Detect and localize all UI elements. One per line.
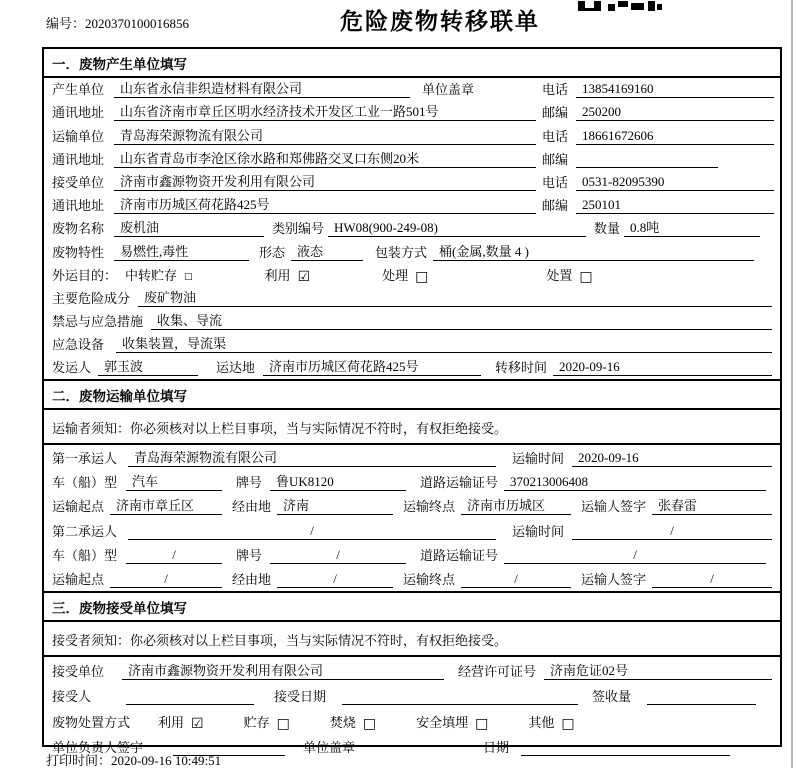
purpose-dispose-label: 处置 [546,267,573,283]
origin-value: 济南市章丘区 [110,495,222,515]
page-edge-line [791,0,793,768]
emergency-measures-label: 禁忌与应急措施 [52,314,144,330]
generator-zip-group [542,102,774,121]
waste-name-row [44,217,780,240]
receiver-phone-group [542,172,774,191]
transporter-phone-group [542,126,774,145]
purpose-utilize-label: 利用 [264,267,291,283]
acceptor-value [126,690,254,705]
license-label: 经营许可证号 [458,663,537,679]
endpoint-label: 运输终点 [403,499,456,515]
transporter-zip-value [576,153,718,168]
carrier-sign-value: 张春雷 [652,495,772,515]
date-value [521,741,730,756]
second-vehicle-row [44,543,780,567]
waste-traits-row [44,240,780,263]
acceptor-row [44,683,780,709]
generator-address-value: 山东省济南市章丘区明水经济技术开发区工业一路501号 [114,101,536,121]
license-value: 济南危证02号 [544,660,772,680]
transporter-address-value: 山东省青岛市李沧区徐水路和郑佛路交叉口东侧20米 [114,148,536,168]
receiver-unit-row [44,171,780,194]
endpoint-value: / [461,571,571,588]
address-label: 通讯地址 [52,105,105,121]
endpoint-value: 济南市历城区 [461,495,571,515]
first-vehicle-row [44,470,780,494]
checkbox-checked-icon: ☑ [191,715,204,732]
zip-label: 邮编 [542,105,569,121]
section3-header: 三．废物接受单位填写 [44,591,780,622]
transporter-zip-group [542,149,774,168]
unit-seal-label: 单位盖章 [303,740,356,756]
road-permit-label: 道路运输证号 [420,475,499,491]
generator-unit-row [44,78,780,101]
generator-zip-value: 250200 [576,104,774,121]
emergency-measures-value: 收集、导流 [151,310,772,330]
unit-seal-label: 单位盖章 [422,82,475,98]
category-code-value: HW08(900-249-08) [328,220,586,237]
second-carrier-value: / [128,523,496,540]
phone-label: 电话 [542,82,569,98]
receiver-unit-value: 济南市鑫源物资开发利用有限公司 [114,171,536,191]
endpoint-label: 运输终点 [403,572,456,588]
plate-label: 牌号 [236,547,263,563]
quantity-value: 0.8吨 [624,217,760,237]
receiver-address-value: 济南市历城区荷花路425号 [114,194,536,214]
disposal-landfill-label: 安全填埋 [416,714,469,730]
category-code-label: 类别编号 [272,221,325,237]
plate-label: 牌号 [236,475,263,491]
transport-time-label: 运输时间 [512,523,565,539]
road-permit-value: 370213006408 [504,474,766,491]
accept-unit-value: 济南市鑫源物资开发利用有限公司 [122,660,444,680]
qr-code-fragment [578,0,662,16]
receiver-unit-label: 接受单位 [52,174,105,190]
emergency-measures-row [44,310,780,333]
via-label: 经由地 [232,499,272,515]
signed-quantity-value [647,690,756,705]
transporter-notice: 运输者须知：你必须核对以上栏目事项，当与实际情况不符时，有权拒绝接受。 [44,410,780,445]
transporter-address-row [44,148,780,171]
packing-label: 包装方式 [375,244,428,260]
address-label: 通讯地址 [52,151,105,167]
destination-value: 济南市历城区荷花路425号 [263,356,481,376]
transfer-time-value: 2020-09-16 [553,359,772,376]
carrier-sign-label: 运输人签字 [581,572,647,588]
receiver-zip-group [542,195,774,214]
first-route-row [44,494,780,518]
carrier-sign-label: 运输人签字 [581,499,647,515]
generator-phone-group [542,79,774,98]
transport-purpose-row [44,264,780,287]
receiver-phone-value: 0531-82095390 [576,174,774,191]
generator-unit-label: 产生单位 [52,82,105,98]
disposal-other-label: 其他 [528,714,555,730]
origin-value: / [110,571,222,588]
transport-time-value: 2020-09-16 [572,450,772,467]
purpose-label: 外运目的： [52,267,118,283]
zip-label: 邮编 [542,151,569,167]
generator-phone-value: 13854169160 [576,81,774,98]
first-carrier-value: 青岛海荣源物流有限公司 [128,447,496,467]
date-label: 日期 [483,740,510,756]
accept-unit-label: 接受单位 [52,663,105,679]
via-value: / [277,571,393,588]
checkbox-unchecked-icon: □ [579,268,593,285]
disposal-incinerate-label: 焚烧 [329,714,356,730]
generator-unit-value: 山东省永信非织造材料有限公司 [114,78,410,98]
checkbox-checked-icon: ☑ [297,268,311,285]
disposal-utilize-label: 利用 [158,714,185,730]
waste-name-label: 废物名称 [52,221,105,237]
road-permit-label: 道路运输证号 [420,547,499,563]
checkbox-unchecked-icon: □ [415,268,429,285]
hazard-components-label: 主要危险成分 [52,290,131,306]
transporter-unit-label: 运输单位 [52,128,105,144]
transport-time-label: 运输时间 [512,450,565,466]
print-time [46,750,221,768]
form-title: 危险废物转移联单 [340,8,540,34]
signed-quantity-label: 签收量 [592,689,632,705]
purpose-transfer-storage-label: 中转贮存 [125,267,178,283]
first-carrier-label: 第一承运人 [52,450,118,466]
print-time-label: 打印时间： [46,753,112,768]
section1-header: 一．废物产生单位填写 [44,49,780,78]
accept-date-value [342,690,578,705]
purpose-treat-label: 处理 [382,267,409,283]
vehicle-type-label: 车（船）型 [52,547,118,563]
second-route-row [44,567,780,591]
shipper-row [44,356,780,379]
disposal-method-row [44,708,780,734]
print-time-value: 2020-09-16 10:49:51 [111,753,222,768]
disposal-store-label: 贮存 [243,714,270,730]
section2-header: 二．废物运输单位填写 [44,379,780,410]
vehicle-type-label: 车（船）型 [52,475,118,491]
via-value: 济南 [277,495,393,515]
hazard-components-value: 废矿物油 [138,287,772,307]
first-carrier-row [44,445,780,469]
waste-traits-value: 易燃性,毒性 [114,241,249,261]
emergency-equipment-value: 收集装置，导流渠 [116,333,772,353]
accept-unit-row [44,657,780,683]
generator-address-row [44,101,780,124]
responsible-sign-label: 单位负责人签字 [52,740,144,756]
receiver-notice: 接受者须知：你必须核对以上栏目事项，当与实际情况不符时，有权拒绝接受。 [44,622,780,657]
receiver-zip-value: 250101 [576,197,774,214]
origin-label: 运输起点 [52,499,105,515]
disposal-method-label: 废物处置方式 [52,714,131,730]
quantity-label: 数量 [594,221,621,237]
waste-traits-label: 废物特性 [52,244,105,260]
emergency-equipment-label: 应急设备 [52,337,105,353]
destination-label: 运达地 [216,360,256,376]
emergency-equipment-row [44,333,780,356]
vehicle-type-value: 汽车 [126,471,222,491]
transporter-phone-value: 18661672606 [576,128,774,145]
hazard-components-row [44,287,780,310]
second-carrier-label: 第二承运人 [52,523,118,539]
phone-label: 电话 [542,128,569,144]
vehicle-type-value: / [126,547,222,564]
checkbox-unchecked-icon: □ [475,715,489,732]
plate-value: / [270,547,406,564]
origin-label: 运输起点 [52,572,105,588]
form-state-label: 形态 [259,244,286,260]
shipper-label: 发运人 [52,360,92,376]
road-permit-value: / [504,547,766,564]
acceptor-label: 接受人 [52,689,92,705]
packing-value: 桶(金属,数量 4 ) [433,241,754,261]
waste-name-value: 废机油 [114,217,264,237]
receiver-address-row [44,194,780,217]
second-carrier-row [44,518,780,542]
phone-label: 电话 [542,174,569,190]
transfer-time-label: 转移时间 [495,360,548,376]
zip-label: 邮编 [542,198,569,214]
transporter-unit-row [44,124,780,147]
accept-date-label: 接受日期 [274,689,327,705]
transport-time-value: / [572,523,772,540]
via-label: 经由地 [232,572,272,588]
shipper-value: 郭玉波 [98,356,198,376]
transporter-unit-value: 青岛海荣源物流有限公司 [114,125,536,145]
serial-label: 编号： [46,16,86,31]
manifest-table [42,47,782,756]
plate-value: 鲁UK8120 [270,471,406,491]
checkbox-unchecked-icon: □ [362,715,377,732]
checkbox-unchecked-icon: □ [561,715,575,732]
carrier-sign-value: / [652,571,772,588]
checkbox-unchecked-icon: □ [184,271,193,282]
checkbox-unchecked-icon: □ [276,715,290,732]
serial-value: 2020370100016856 [85,16,190,31]
address-label: 通讯地址 [52,198,105,214]
form-state-value: 液态 [291,241,363,261]
